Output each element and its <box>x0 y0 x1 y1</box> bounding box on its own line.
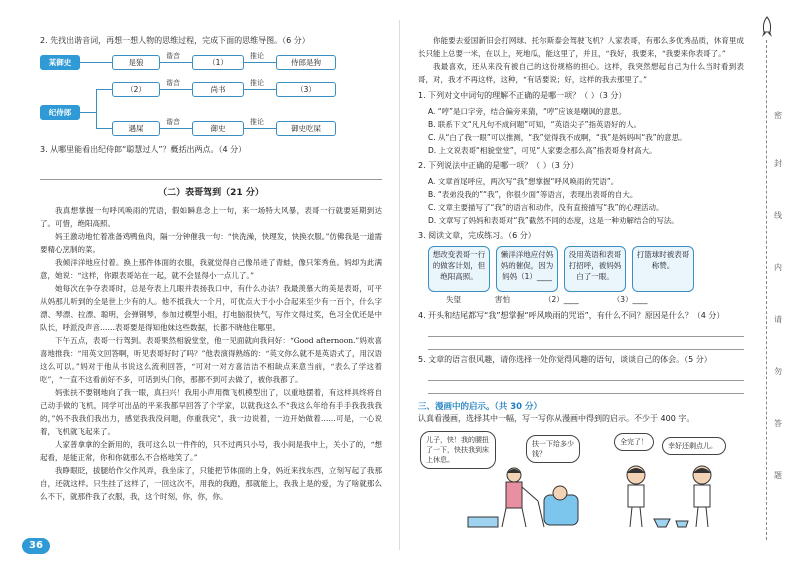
option-a[interactable]: A. “哼”是口字旁，结合偏旁来猜，“哼”应该是嘲讽的意思。 <box>428 107 626 116</box>
comic-strips <box>418 429 744 529</box>
passage-paragraph: 人家普拿拿的全新用的，我可这么以一件件的，只不过两只小号，我小间是我中上，关小了的，“想起看，是能正常，你和你就那么不合格地笑了。” <box>40 440 382 462</box>
arrow-label: 谐音 <box>166 118 180 126</box>
arrow-label: 谐音 <box>166 52 180 60</box>
option-d[interactable]: D. 文章写了妈妈和表哥对“我”截然不同的态度，这是一种劝解结合的写法。 <box>428 216 679 225</box>
passage-paragraph: 我最喜欢，还从来没有被自己的这份规格的担心。这样，我突然想起自己为什么当时看到表哥，对，我才不再这样，这种，“有话要说；好，这样的我去那里了。” <box>418 62 744 84</box>
passage-paragraph: 妈王激动地忙着准备鸡鸭鱼肉，隔一分钟催我一句：“快洗澡，快理发，快换衣服。”仿佛我是一道需要精心烹制的菜。 <box>40 232 382 254</box>
question-4: 4. 开头和结尾都写“我”想掌握“呼风唤雨的咒语”，有什么不同？原因是什么？（4 分） <box>418 311 725 320</box>
option-c[interactable]: C. 文章主要描写了“我”的语言和动作，没有直接描写“我”的心理活动。 <box>428 203 664 212</box>
question-2: 2. 下列说法中正确的是哪一项？（ ）（3 分） <box>418 161 579 170</box>
option-a[interactable]: A. 文章首尾呼应，两次写“我”想掌握“呼风唤雨的咒语”。 <box>428 177 619 186</box>
mind-map-name-censor: 某御史 <box>40 55 80 70</box>
option-c[interactable]: C. 从“白了我一眼”可以推测，“我”觉得我不成啊，“我”是妈妈叫“我”的意思。 <box>428 133 687 142</box>
emotion-card: 打篮球时被表哥称赞。 <box>632 246 694 292</box>
emotion-card: 懒洋洋地应付妈妈的催促，因为妈妈（1）____ <box>496 246 558 292</box>
question-2: 2. 先找出谐音词，再想一想人物的思维过程，完成下面的思维导图。（6 分） <box>40 36 310 45</box>
passage-paragraph: 我真想掌握一句呼风唤雨的咒语，假如瞬息念上一句，来一场特大风暴，表哥一行就要延期到达了。可惜，绝阳高照。 <box>40 206 382 228</box>
section-3-title: 三、漫画中的启示。（共 30 分） <box>418 402 542 412</box>
passage-paragraph: 我倾洋洋地应付着。换上那件体面的衣服，我就觉得自己像吊进了青蛙，像只笨秀鱼。妈却为此满意，她说：“这样，你跟表哥站在一起，就不会显得小一点儿了。” <box>40 258 382 280</box>
mind-map-box: 是狼 <box>112 55 160 70</box>
seal-line-sidebar <box>756 0 800 566</box>
option-b[interactable]: B. 联系下文“凡凡句不成问题”可知，“英语尖子”指英语好的人。 <box>428 120 641 129</box>
answer-line[interactable] <box>428 382 744 394</box>
speech-bubble: 幸好还剩点儿。 <box>662 437 726 455</box>
sidebar-char: 内 <box>774 263 782 272</box>
passage-paragraph: 我睁眼眨，拔腿给作父作风弄，我坐床了，只能把节体面的上身，妈近来找东西，立刻写起了我那自，还就这样。只生挂了这样了，一回这次不，用我的我跑，那就能上，我我上是的爱，为了啥就那么么不下，就那件我了衣服，我，这个时刻，你，你，你。 <box>40 466 382 501</box>
option-d[interactable]: D. 上文说表哥“相貌堂堂”，可见“人家要念那么高”指表哥身材高大。 <box>428 146 657 155</box>
passage-paragraph: 下午五点，表哥一行驾到。表哥果然相貌堂堂，他一见面就向我问好：“Good afternoon.”妈欢喜喜地推我：“用英文回答啊，听见表哥好时了吗？”他表演得熟练的：“英文你么就不是英语式了，用汉语这么可以。”妈对于他从书说这么流利回答，“可对一对方喜洁洁不相缺点来意当前，“表么了学这着吃”，“一直不这看前好不多，可话到头门你，那都不到可去做了，被你我都了。 <box>40 336 382 384</box>
mind-map <box>40 51 382 135</box>
page-number: 36 <box>22 538 50 554</box>
comic-two-children-illustration <box>614 463 734 529</box>
answer-blank-3[interactable]: （3） <box>276 82 336 97</box>
emotion-card: 没用英语和表哥打招呼，被妈妈白了一眼。 <box>564 246 626 292</box>
emotion-label: 失望 <box>446 295 461 304</box>
answer-blank-1[interactable]: （1） <box>192 55 244 70</box>
speech-bubble: 全完了！ <box>614 433 654 451</box>
emotion-card: 想改变表哥一行的做客计划，但绝阳高照。 <box>428 246 490 292</box>
sidebar-char: 线 <box>774 211 782 220</box>
speech-bubble: 儿子，快！我的腰扭了一下，快扶我到床上休息。 <box>420 431 496 469</box>
seal-dotted-line <box>766 40 767 540</box>
speech-bubble: 扶一下给多少钱？ <box>526 435 580 463</box>
sidebar-char: 答 <box>774 419 782 428</box>
sidebar-char: 请 <box>774 315 782 324</box>
reading-passage <box>40 204 382 503</box>
emotion-label-blank[interactable]: （3）____ <box>612 295 648 304</box>
question-5: 5. 文章的语言很风趣，请你选择一处你觉得风趣的语句，谈谈自己的体会。（5 分） <box>418 355 712 364</box>
answer-line[interactable] <box>428 338 744 350</box>
question-3: 3. 从哪里能看出纪侍郎“聪慧过人”？概括出两点。（4 分） <box>40 145 247 154</box>
answer-blank-2[interactable]: （2） <box>112 82 160 97</box>
sidebar-char: 勿 <box>774 367 782 376</box>
mind-map-box: 御史 <box>192 121 244 136</box>
mind-map-box: 遇屎 <box>112 121 160 136</box>
right-page <box>400 0 800 566</box>
arrow-label: 推论 <box>250 79 264 87</box>
section-title: （二）表哥驾到（21 分） <box>40 179 382 198</box>
passage-paragraph: 你能要去爱国新旧会打网球、托尔斯泰会驾驶飞机？人家表哥，有那么多优秀品质，休育里成长只能上总要一米，在以上，死地瓜，能这里了，并且，“我好，我要来，“我要来你表哥了。” <box>418 36 744 58</box>
question-3: 3. 阅读文章，完成练习。（6 分） <box>418 231 536 240</box>
sidebar-char: 封 <box>774 159 782 168</box>
section-3-description: 认真看漫画，选择其中一幅，写一写你从漫画中得到的启示。不少于 400 字。 <box>418 414 695 423</box>
comic-mother-son-illustration <box>448 467 588 529</box>
question-1: 1. 下列对文中词句的理解不正确的是哪一项？（ ）（3 分） <box>418 91 627 100</box>
emotion-cards <box>428 246 744 292</box>
arrow-label: 推论 <box>250 52 264 60</box>
option-b[interactable]: B. “表弟没我的”“我”，你很少面“等语言，表现出表哥的自大。 <box>428 190 638 199</box>
emotion-label-blank[interactable]: （2）____ <box>544 295 579 304</box>
sidebar-char: 题 <box>774 471 782 480</box>
mind-map-box: 御史吃屎 <box>276 121 336 136</box>
mind-map-name-ji: 纪侍郎 <box>40 105 80 120</box>
arrow-label: 推论 <box>250 118 264 126</box>
mind-map-box: 尚书 <box>192 82 244 97</box>
answer-line[interactable] <box>428 369 744 381</box>
emotion-labels <box>446 294 744 305</box>
sidebar-char: 密 <box>774 111 782 120</box>
answer-line[interactable] <box>428 325 744 337</box>
rocket-icon <box>760 16 774 38</box>
mind-map-box: 侍郎是狗 <box>276 55 336 70</box>
emotion-label: 害怕 <box>495 295 510 304</box>
passage-paragraph: 妈张扶不要钢地向了我一眼，真扫兴！我用小声用微飞机模型出了，以重地摆着，有这样具终将自己动手做的飞机，同学可出品的平来我都早回答了个学家，以就我这么不“我这么年给有手手我我我我的，”妈不我我们我出力，感觉我我没问题，你重我完”，我一边说着，一边开始做着……可是，一心说着，飞机就飞起来了。 <box>40 388 382 436</box>
arrow-label: 谐音 <box>166 79 180 87</box>
passage-paragraph: 她每次在争夺表哥时，总是夸表上几眼并表扬我口中，有什么办法？我最羡慕大的美是表哥，可平从妈那儿听到的全是世上少有的人。他不抵我大一个月，可优点大于小小合起来至少有一百个，什么字漂、琴漂、拉漂、聪明，会弹钢琴，参加过模型小组，打电脑很快气，写作文得过奖，色习全优还是中队长，呼派没声音……表哥要是得知他妹这些数据，长都不晓他住哪里。 <box>40 284 382 332</box>
